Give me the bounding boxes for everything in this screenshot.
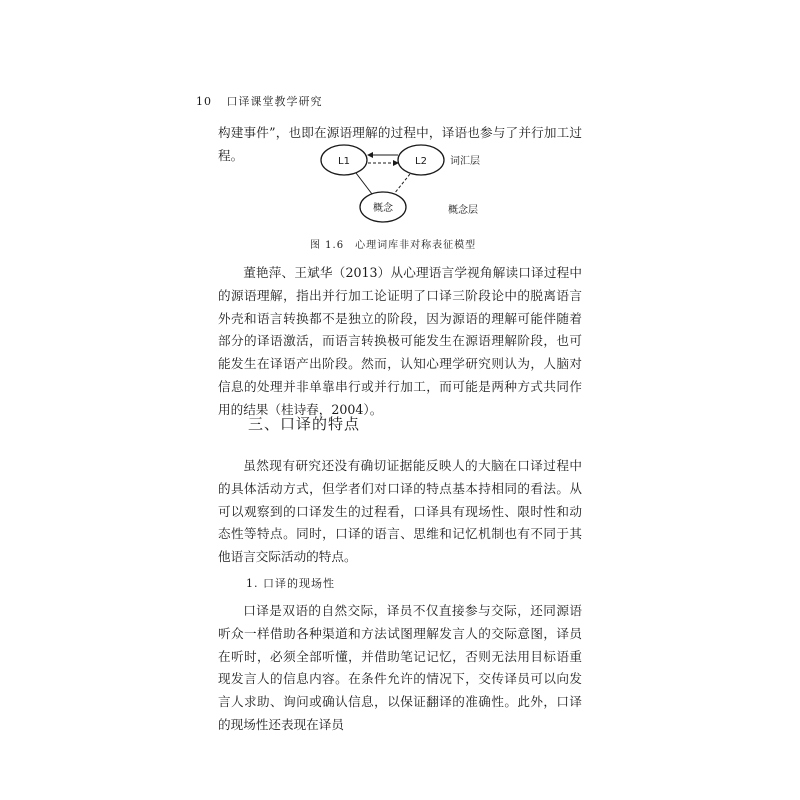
running-header — [196, 93, 323, 109]
node-l1-label: L1 — [338, 156, 350, 167]
paragraph-continuation: 构建事件”，也即在源语理解的过程中，译语也参与了并行加工过程。 — [218, 125, 582, 163]
lexical-layer-label: 词汇层 — [450, 156, 480, 167]
figure-caption: 图 1.6 心理词库非对称表征模型 — [310, 240, 477, 251]
paragraph-features-intro: 虽然现有研究还没有确切证据能反映人的大脑在口译过程中的具体活动方式，但学者们对口译的特点基本持相同的看法。从可以观察到的口译发生的过程看，口译具有现场性、限时性和动态性等特点。同时，口译的语言、思维和记忆机制也有不同于其他语言交际活动的特点。 — [218, 458, 582, 565]
section-title: 三、口译的特点 — [248, 415, 361, 433]
page-number: 10 — [196, 95, 212, 108]
asymmetric-lexicon-diagram — [300, 140, 500, 230]
node-l2-label: L2 — [415, 156, 427, 167]
node-concept-label: 概念 — [373, 203, 393, 214]
link-l1-concept — [356, 173, 372, 194]
paragraph-on-site: 口译是双语的自然交际，译员不仅直接参与交际，还同源语听众一样借助各种渠道和方法试图理解发言人的交际意图，译员在听时，必须全部听懂，并借助笔记记忆，否则无法用目标语重现发言人的信息内容。在条件允许的情况下，交传译员可以向发言人求助、询问或确认信息，以保证翻译的准确性。此外，口译的现场性还表现在译员 — [218, 603, 582, 732]
paragraph-dong-wang: 董艳萍、王斌华（2013）从心理语言学视角解读口译过程中的源语理解，指出并行加工论证明了口译三阶段论中的脱离语言外壳和语言转换都不是独立的阶段，因为源语的理解可能伴随着部分的译语激活，而语言转换极可能发生在源语理解阶段，也可能发生在译语产出阶段。然而，认知心理学研究则认为，人脑对信息的处理并非单靠串行或并行加工，而可能是两种方式共同作用的结果（桂诗春，2004）。 — [218, 265, 582, 417]
conceptual-layer-label: 概念层 — [448, 205, 478, 216]
link-l2-concept-dashed — [394, 174, 410, 194]
book-title: 口译课堂教学研究 — [226, 95, 323, 108]
subsection-title: 1. 口译的现场性 — [246, 577, 335, 590]
